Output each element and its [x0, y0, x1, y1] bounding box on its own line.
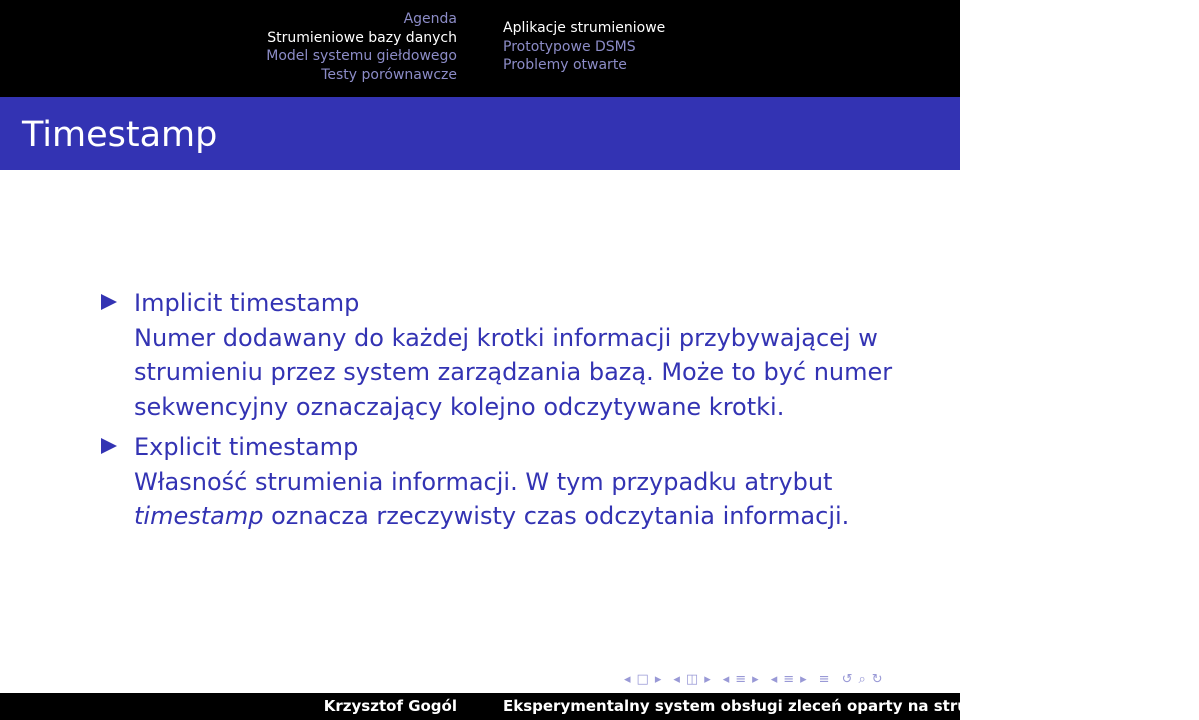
bullet-text-rest: oznacza rzeczywisty czas odczytania informacji.	[263, 502, 850, 530]
search-icon[interactable]: ⌕	[858, 671, 866, 687]
slide-title-bar	[0, 97, 960, 170]
bullet-item-implicit	[100, 286, 940, 424]
bullet-triangle-icon	[101, 294, 117, 310]
next-slide-icon[interactable]: ▸	[704, 671, 711, 687]
slide-content	[100, 286, 940, 540]
frame-icon[interactable]: □	[636, 671, 649, 687]
next-subsection-icon[interactable]: ▸	[752, 671, 759, 687]
prev-slide-icon[interactable]: ◂	[673, 671, 680, 687]
next-frame-icon[interactable]: ▸	[654, 671, 662, 687]
bullet-text-line: Numer dodawany do każdej krotki informacji przybywającej w	[134, 323, 878, 352]
document-icon[interactable]: ≡	[818, 671, 830, 687]
subsection-icon[interactable]: ≡	[735, 671, 747, 687]
slide-icon[interactable]: ◫	[685, 671, 699, 687]
bullet-text-line	[134, 499, 940, 534]
section-icon[interactable]: ≡	[783, 671, 795, 687]
nav-section-benchmarks[interactable]: Testy porównawcze	[321, 66, 457, 83]
bullet-heading: Implicit timestamp	[134, 289, 360, 317]
emphasized-term: timestamp	[134, 502, 264, 530]
subsection-nav-right	[480, 0, 960, 97]
back-icon[interactable]: ↺	[841, 671, 853, 687]
bullet-text-line: strumieniu przez system zarządzania bazą. Może to być numer	[134, 358, 893, 386]
nav-section-streaming-databases[interactable]: Strumieniowe bazy danych	[267, 29, 457, 46]
footer-presentation-title: Eksperymentalny system obsługi zleceń oparty na strumieniowych bazach danych	[503, 697, 1199, 715]
prev-frame-icon[interactable]: ◂	[624, 671, 631, 687]
bullet-item-explicit	[100, 430, 940, 534]
beamer-navigation-symbols	[624, 670, 960, 688]
forward-icon[interactable]: ↻	[871, 671, 883, 687]
section-nav-left	[0, 0, 480, 97]
prev-section-icon[interactable]: ◂	[770, 671, 778, 687]
prev-subsection-icon[interactable]: ◂	[722, 671, 730, 687]
footer-author-box	[0, 693, 480, 720]
header-bar	[0, 0, 960, 97]
nav-subsection-streaming-apps[interactable]: Aplikacje strumieniowe	[503, 20, 666, 36]
footer-author: Krzysztof Gogól	[323, 697, 457, 715]
nav-subsection-prototype-dsms[interactable]: Prototypowe DSMS	[503, 38, 636, 55]
nav-section-exchange-model[interactable]: Model systemu giełdowego	[266, 48, 457, 64]
nav-subsection-open-problems[interactable]: Problemy otwarte	[503, 57, 627, 73]
bullet-text-line: Własność strumienia informacji. W tym przypadku atrybut	[134, 467, 833, 496]
next-section-icon[interactable]: ▸	[800, 671, 807, 687]
bullet-heading: Explicit timestamp	[134, 433, 359, 461]
slide-title: Timestamp	[22, 115, 218, 155]
nav-section-agenda[interactable]: Agenda	[403, 11, 457, 27]
bullet-triangle-icon	[101, 438, 117, 454]
footer-title-box	[480, 693, 1199, 720]
bullet-text-line: sekwencyjny oznaczający kolejno odczytywane krotki.	[134, 392, 785, 421]
